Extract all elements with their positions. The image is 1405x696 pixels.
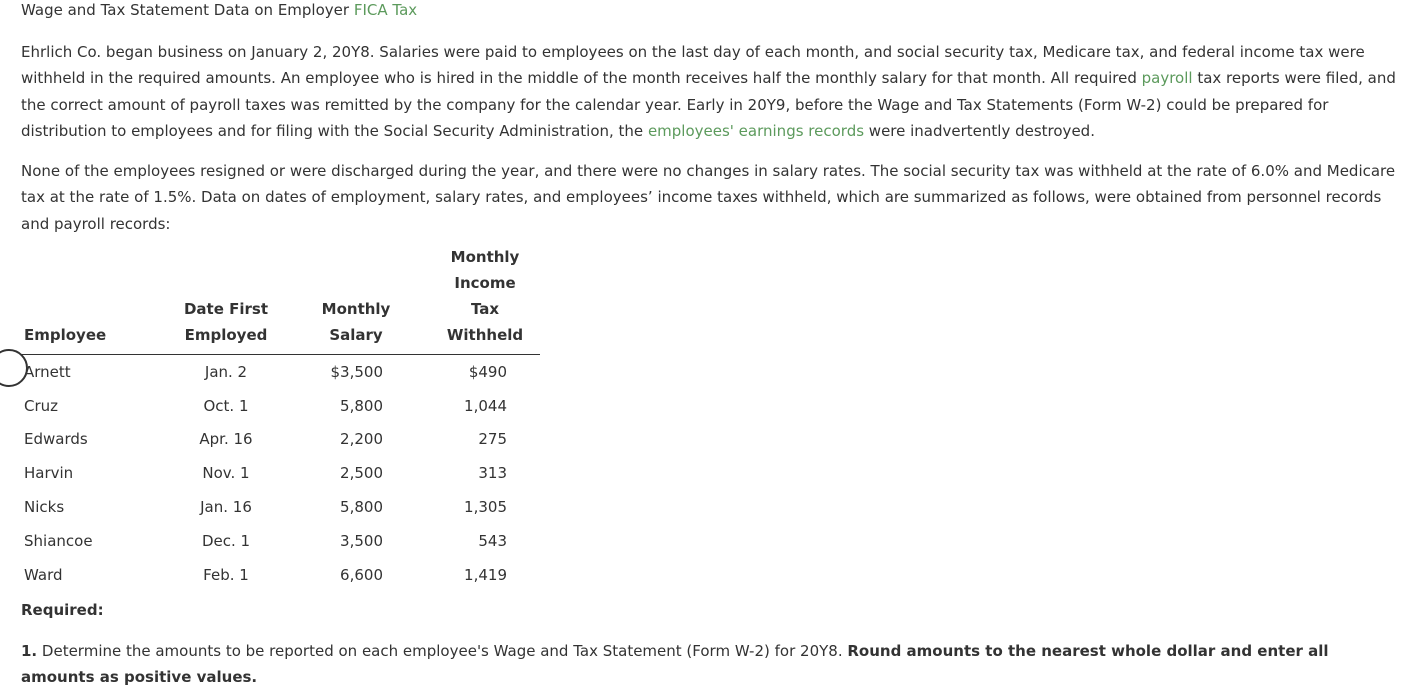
employee-name: Harvin xyxy=(24,464,74,483)
intro-text-1: Ehrlich Co. began business on January 2, 20Y8. Salaries were paid to employees on the last day of each month, and social security tax, Medicare tax, and federal income tax were withheld in the required amounts. An employee who is hired in the middle of the month receives half the monthly salary for that month. All required xyxy=(21,43,1365,88)
date-employed: Jan. 16 xyxy=(200,498,252,517)
table-row xyxy=(21,389,540,423)
header-employee: Employee xyxy=(21,244,170,355)
table-row xyxy=(21,423,540,457)
header-tax-line3: Tax xyxy=(470,300,500,318)
date-employed: Dec. 1 xyxy=(201,531,251,550)
intro-paragraph xyxy=(21,39,1405,144)
employee-name: Ward xyxy=(24,565,63,584)
monthly-salary: 5,800 xyxy=(340,396,383,415)
monthly-salary: 2,500 xyxy=(340,464,383,483)
date-employed: Feb. 1 xyxy=(203,565,249,584)
header-salary-line2: Salary xyxy=(329,326,383,344)
monthly-salary: 5,800 xyxy=(340,498,383,517)
employee-data-table xyxy=(21,244,540,592)
header-monthly-salary xyxy=(282,244,430,355)
header-tax-line2: Income xyxy=(454,274,516,292)
data-paragraph: None of the employees resigned or were discharged during the year, and there were no changes in salary rates. The social security tax was withheld at the rate of 6.0% and Medicare tax at the rate of 1.5%. Data on dates of employment, salary rates, and employees’ income taxes withheld, which are summarized as follows, were obtained from personnel records and payroll records: xyxy=(21,162,1396,233)
table-row xyxy=(21,490,540,524)
header-tax-line4: Withheld xyxy=(446,326,524,344)
question-instruction: Round amounts to the nearest whole dollar and enter all amounts as positive values. xyxy=(21,642,1329,686)
monthly-salary: 2,200 xyxy=(340,430,383,449)
income-tax-withheld: 1,044 xyxy=(464,396,507,415)
table-row xyxy=(21,524,540,558)
employee-name: Nicks xyxy=(24,498,65,517)
income-tax-withheld: 1,419 xyxy=(464,565,507,584)
required-label: Required: xyxy=(21,601,104,619)
date-employed: Apr. 16 xyxy=(199,430,253,449)
employee-name: Arnett xyxy=(24,362,71,381)
title-prefix: Wage and Tax Statement Data on Employer xyxy=(21,1,354,19)
earnings-records-link[interactable]: employees' earnings records xyxy=(647,121,865,140)
date-employed: Oct. 1 xyxy=(203,396,249,415)
monthly-salary: 6,600 xyxy=(340,565,383,584)
intro-text-3: were inadvertently destroyed. xyxy=(864,121,1095,140)
header-income-tax-withheld xyxy=(430,244,540,355)
employee-name: Edwards xyxy=(24,430,88,449)
income-tax-withheld: $490 xyxy=(468,362,507,381)
header-tax-line1: Monthly xyxy=(450,248,520,266)
header-date-first-employed xyxy=(170,244,282,355)
problem-page xyxy=(21,0,1405,686)
table-row xyxy=(21,355,540,389)
table-row xyxy=(21,558,540,592)
income-tax-withheld: 543 xyxy=(478,531,507,550)
employee-name: Shiancoe xyxy=(24,531,93,550)
header-salary-line1: Monthly xyxy=(321,300,391,318)
page-title xyxy=(21,0,1405,19)
fica-tax-link[interactable]: FICA Tax xyxy=(353,1,418,19)
question-text: Determine the amounts to be reported on each employee's Wage and Tax Statement (Form W-2) for 20Y8. xyxy=(37,642,848,660)
income-tax-withheld: 313 xyxy=(478,464,507,483)
required-question xyxy=(21,638,1361,690)
table-header-row xyxy=(21,244,540,355)
header-date-line2: Employed xyxy=(184,326,268,344)
employee-name: Cruz xyxy=(24,396,59,415)
monthly-salary: $3,500 xyxy=(330,362,383,381)
payroll-link[interactable]: payroll xyxy=(1141,69,1193,88)
date-employed: Jan. 2 xyxy=(204,362,248,381)
monthly-salary: 3,500 xyxy=(340,531,383,550)
table-row xyxy=(21,456,540,490)
date-employed: Nov. 1 xyxy=(202,464,250,483)
income-tax-withheld: 1,305 xyxy=(464,498,507,517)
header-date-line1: Date First xyxy=(183,300,269,318)
question-number: 1. xyxy=(21,642,38,660)
intro-text-2: tax reports were filed, and the correct amount of payroll taxes was remitted by the company for the calendar year. Early in 20Y9, before the Wage and Tax Statements (Form W-2) could be prepared for distribution to employees and for filing with the Social Security Administration, the xyxy=(21,69,1396,140)
income-tax-withheld: 275 xyxy=(478,430,507,449)
